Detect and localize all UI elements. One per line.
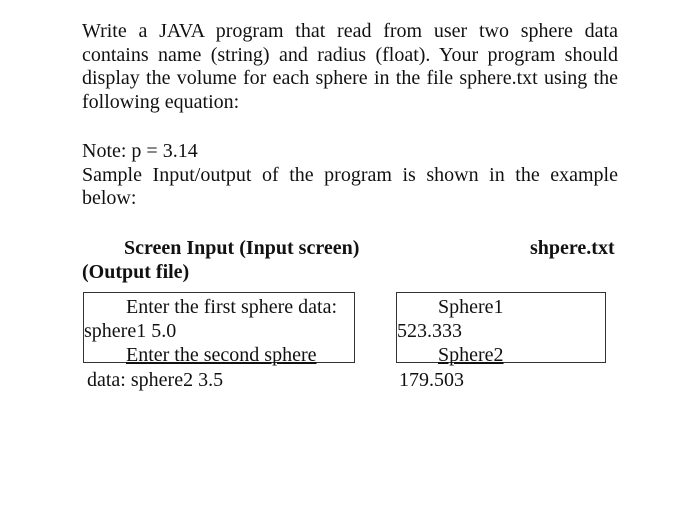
output-box-line1: Sphere1 [438, 296, 504, 318]
output-box-line2: 523.333 [397, 320, 462, 342]
output-box-line3: Sphere2 [438, 344, 504, 366]
output-file-heading: (Output file) [82, 261, 190, 283]
output-file-name-heading: shpere.txt [530, 237, 615, 259]
screen-input-heading: Screen Input (Input screen) [124, 237, 360, 259]
input-box-line2: sphere1 5.0 [84, 320, 177, 342]
note-and-sample-text [82, 140, 618, 211]
problem-statement: Write a JAVA program that read from user two sphere data contains name (string) and radius (float). Your program should display the volume for each sphere in the file sphere.txt using the following equation: [82, 20, 618, 113]
note-text: Note: p = 3.14 [82, 140, 198, 162]
input-box-line3: Enter the second sphere [126, 344, 317, 366]
output-box-line4: 179.503 [399, 369, 464, 391]
sample-description: Sample Input/output of the program is shown in the example below: [82, 163, 618, 209]
input-box-line1: Enter the first sphere data: [126, 296, 338, 318]
input-box-line4: data: sphere2 3.5 [87, 369, 224, 391]
